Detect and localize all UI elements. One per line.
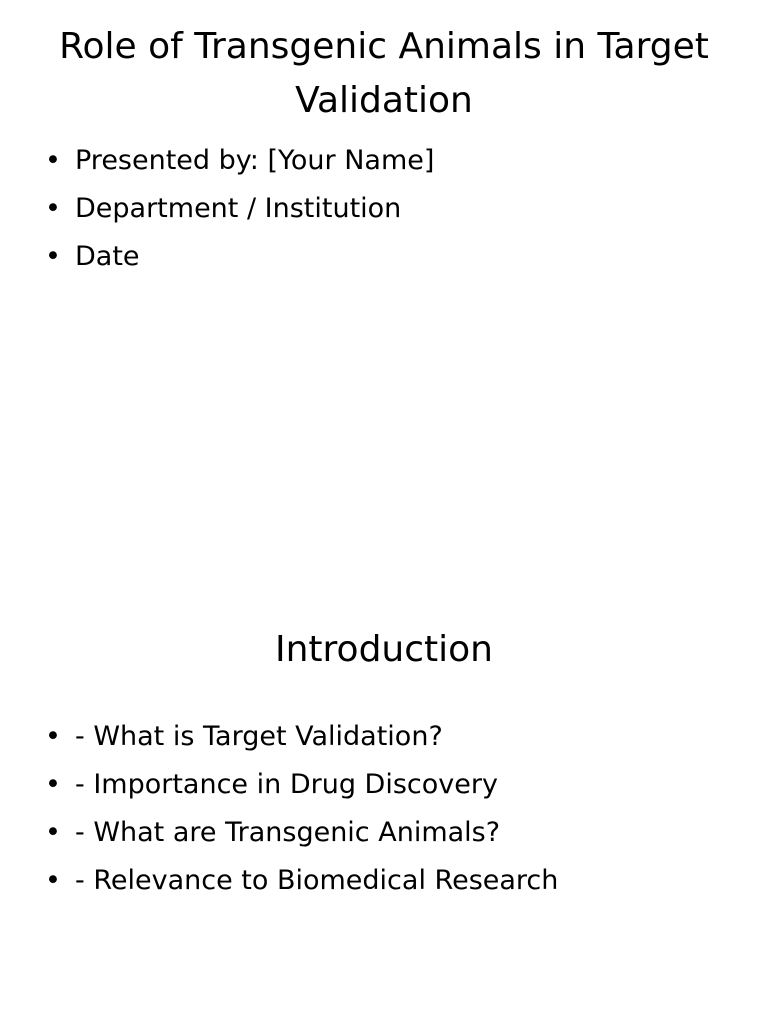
slide-heading: Role of Transgenic Animals in Target Validation [59,26,709,121]
bullet-list [0,137,728,281]
list-item-text: - What are Transgenic Animals? [75,817,501,848]
slide-heading: Introduction [274,629,493,670]
list-item-text: Presented by: [Your Name] [75,145,435,176]
list-item [0,857,728,905]
bullet-icon: • [45,721,61,752]
list-item-text: Department / Institution [75,193,402,224]
bullet-icon: • [45,241,61,272]
bullet-icon: • [45,769,61,800]
list-item-text: - Importance in Drug Discovery [75,769,498,800]
list-item [0,185,728,233]
list-item [0,761,728,809]
list-item [0,137,728,185]
bullet-icon: • [45,865,61,896]
slide-introduction [0,512,768,1024]
list-item [0,713,728,761]
list-item-text: - Relevance to Biomedical Research [75,865,559,896]
list-item-text: - What is Target Validation? [75,721,443,752]
list-item-text: Date [75,241,140,272]
list-item [0,233,728,281]
bullet-icon: • [45,193,61,224]
bullet-icon: • [45,817,61,848]
list-item [0,809,728,857]
bullet-list [0,713,728,905]
bullet-icon: • [45,145,61,176]
